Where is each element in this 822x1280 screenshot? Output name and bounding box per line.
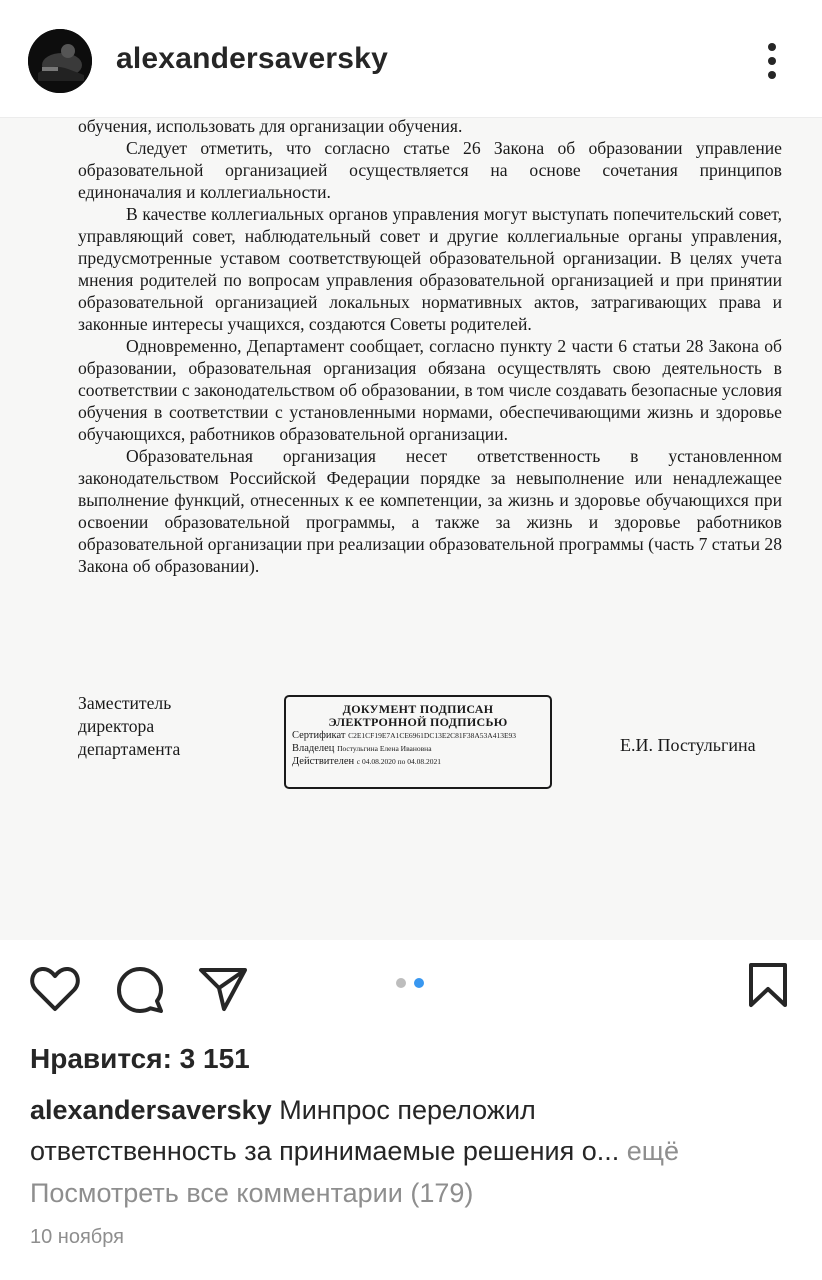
stamp-cert-value: C2E1CF19E7A1CE6961DC13E2C81F38A53A413E93 xyxy=(348,731,517,740)
document-paragraph: Одновременно, Департамент сообщает, согласно пункту 2 части 6 статьи 28 Закона об образовании, образовательная организация обязана осуществлять свою деятельность в соответствии с законодательством об образовании, в том числе создавать безопасные условия обучения в соответствии с установленными нормами, обеспечивающими жизнь и здоровье обучающихся, работников образовательной организации. xyxy=(78,336,782,444)
signer-name: Е.И. Постульгина xyxy=(620,735,756,755)
document-paragraph: Следует отметить, что согласно статье 26 Закона об образовании управление образовательной организацией осуществляется на основе сочетания принципов единоначалия и коллегиальности. xyxy=(78,138,782,202)
stamp-title xyxy=(286,703,550,729)
stamp-certificate xyxy=(292,729,550,742)
electronic-signature-stamp xyxy=(284,695,552,789)
carousel-dot xyxy=(396,978,406,988)
caption-username[interactable]: alexandersaversky xyxy=(30,1095,272,1125)
signer-title xyxy=(78,692,180,761)
signer-title-line: департамента xyxy=(78,739,181,759)
post-author-username[interactable]: alexandersaversky xyxy=(116,42,388,75)
carousel-indicator xyxy=(396,978,428,990)
stamp-cert-label: Сертификат xyxy=(292,730,346,741)
comment-icon[interactable] xyxy=(116,966,164,1014)
document-paragraph: обучения, использовать для организации обучения. xyxy=(78,118,463,136)
avatar[interactable] xyxy=(28,29,92,93)
view-all-comments-link[interactable]: Посмотреть все комментарии (179) xyxy=(30,1178,474,1208)
stamp-valid-label: Действителен xyxy=(292,756,355,767)
document-text xyxy=(78,118,782,577)
stamp-owner-label: Владелец xyxy=(292,743,335,754)
heart-icon[interactable] xyxy=(30,966,80,1012)
more-options-icon[interactable] xyxy=(752,36,792,86)
stamp-title-line: ДОКУМЕНТ ПОДПИСАН xyxy=(342,702,494,716)
post-image[interactable] xyxy=(0,118,822,940)
stamp-owner-value: Постульгина Елена Ивановна xyxy=(337,744,432,753)
avatar-image xyxy=(28,29,92,93)
post-date: 10 ноября xyxy=(30,1226,124,1248)
caption-text: ответственность за принимаемые решения о... xyxy=(30,1136,620,1166)
send-icon[interactable] xyxy=(198,966,248,1012)
post-header xyxy=(0,0,822,118)
signer-title-line: Заместитель xyxy=(78,693,172,713)
likes-count[interactable]: Нравится: 3 151 xyxy=(30,1043,250,1074)
stamp-owner xyxy=(292,742,550,755)
stamp-valid-value: с 04.08.2020 по 04.08.2021 xyxy=(356,757,442,766)
bookmark-icon[interactable] xyxy=(748,962,788,1008)
stamp-title-line: ЭЛЕКТРОННОЙ ПОДПИСЬЮ xyxy=(328,715,508,729)
caption-more-link[interactable]: ещё xyxy=(626,1136,680,1166)
signer-title-line: директора xyxy=(78,716,155,736)
caption-text: Минпрос переложил xyxy=(279,1095,536,1125)
stamp-validity xyxy=(292,755,550,768)
post-caption xyxy=(30,1090,790,1172)
document-paragraph: В качестве коллегиальных органов управления могут выступать попечительский совет, управляющий совет, наблюдательный совет и другие коллегиальные органы управления, предусмотренные уставом соответствующей образовательной организации. В целях учета мнения родителей по вопросам управления образовательной организацией и при принятии образовательной организацией локальных нормативных актов, затрагивающих права и законные интересы учащихся, создаются Советы родителей. xyxy=(78,204,782,334)
carousel-dot-active xyxy=(414,978,424,988)
document-paragraph: Образовательная организация несет ответственность в установленном законодательством Российской Федерации порядке за невыполнение или ненадлежащее выполнение функций, отнесенных к ее компетенции, за жизнь и здоровье обучающихся при освоении образовательной программы, а также за жизнь и здоровье работников образовательной организации при реализации образовательной программы (часть 7 статьи 28 Закона об образовании). xyxy=(78,446,782,576)
